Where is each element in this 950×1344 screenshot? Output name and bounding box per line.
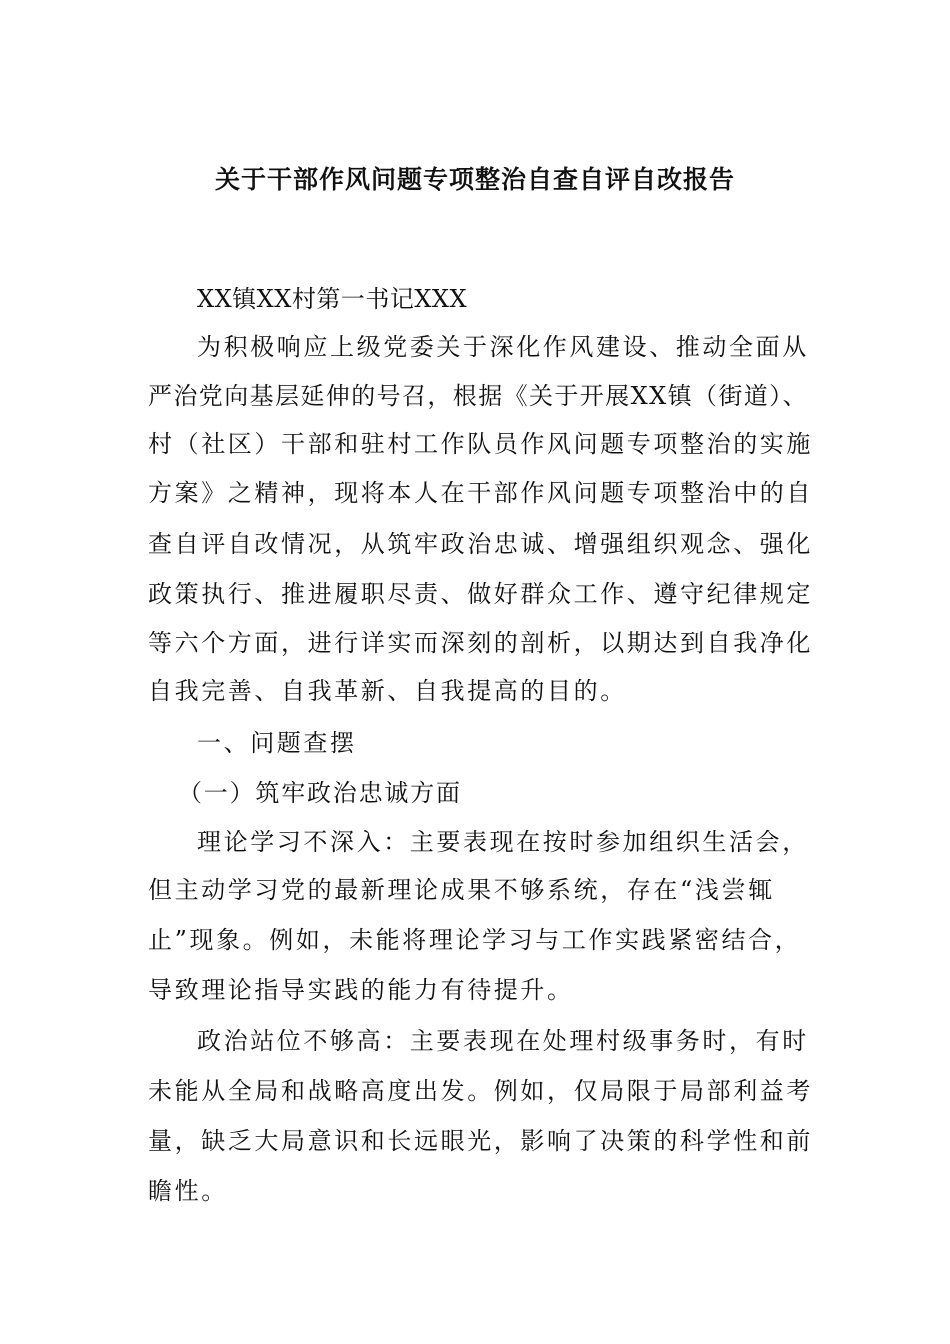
paragraph-line: 理论学习不深入：主要表现在按时参加组织生活会， [197, 828, 809, 856]
intro-line: 政策执行、推进履职尽责、做好群众工作、遵守纪律规定 [148, 580, 813, 608]
section-heading: 一、问题查摆 [197, 729, 357, 757]
paragraph-line: 止”现象。例如，未能将理论学习与工作实践紧密结合， [148, 926, 802, 954]
intro-line: 为积极响应上级党委关于深化作风建设、推动全面从 [197, 333, 809, 361]
author-line: XX镇XX村第一书记XXX [197, 285, 468, 313]
intro-line: 查自评自改情况，从筑牢政治忠诚、增强组织观念、强化 [148, 530, 813, 558]
intro-line: 等六个方面，进行详实而深刻的剖析，以期达到自我净化 [148, 629, 813, 657]
paragraph-line: 量，缺乏大局意识和长远眼光，影响了决策的科学性和前 [148, 1127, 813, 1155]
subsection-heading: （一）筑牢政治忠诚方面 [178, 779, 462, 807]
intro-line: 自我完善、自我革新、自我提高的目的。 [148, 677, 627, 705]
paragraph-line: 瞻性。 [148, 1177, 228, 1205]
paragraph-line: 未能从全局和战略高度出发。例如，仅局限于局部利益考 [148, 1077, 813, 1105]
intro-line: 方案》之精神，现将本人在干部作风问题专项整治中的自 [148, 479, 813, 507]
intro-line: 村（社区）干部和驻村工作队员作风问题专项整治的实施 [148, 430, 813, 458]
paragraph-line: 政治站位不够高：主要表现在处理村级事务时，有时 [197, 1027, 809, 1055]
document-title: 关于干部作风问题专项整治自查自评自改报告 [214, 165, 735, 194]
intro-line: 严治党向基层延伸的号召，根据《关于开展XX镇（街道）、 [148, 382, 808, 410]
paragraph-line: 导致理论指导实践的能力有待提升。 [148, 976, 574, 1004]
paragraph-line: 但主动学习党的最新理论成果不够系统，存在“浅尝辄 [148, 876, 775, 904]
